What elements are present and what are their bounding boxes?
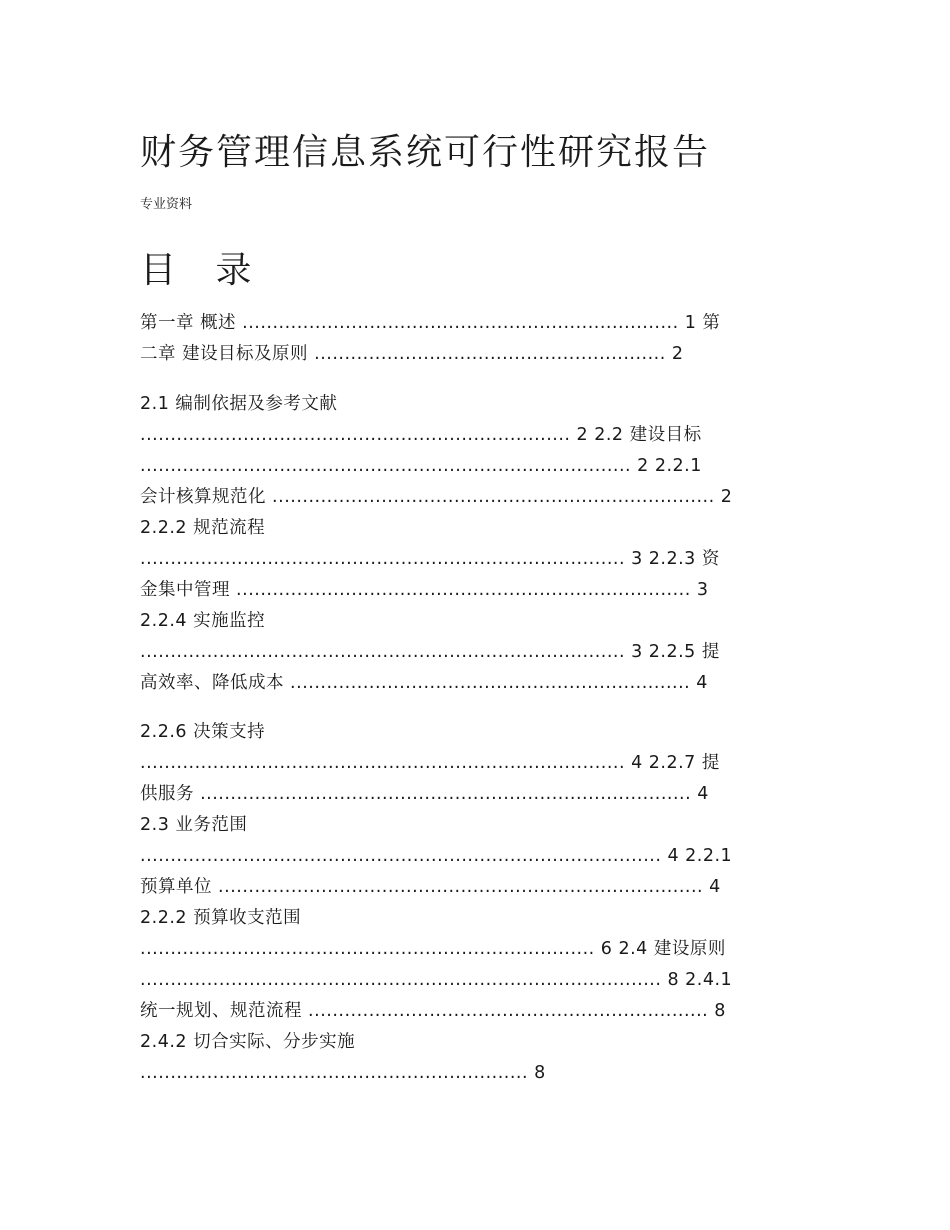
toc-heading: 目 录 [140, 250, 266, 291]
toc-line: 第一章 概述 ........................................................................ 1 第 [140, 313, 721, 333]
toc-line: ................................................................................ 3 2.2.3 资 [140, 549, 720, 569]
toc-line: 2.2.6 决策支持 [140, 722, 266, 742]
document-title: 财务管理信息系统可行性研究报告 [140, 132, 711, 173]
toc-line: ................................................................ 8 [140, 1063, 546, 1083]
toc-line: 二章 建设目标及原则 .......................................................... 2 [140, 344, 684, 364]
toc-line: ...................................................................................... 8 2.4.1 [140, 970, 733, 990]
toc-line: 2.2.2 规范流程 [140, 518, 266, 538]
toc-line: 预算单位 ................................................................................ 4 [140, 877, 721, 897]
toc-line: ................................................................................. 2 2.2.1 [140, 456, 702, 476]
toc-line: ................................................................................ 3 2.2.5 提 [140, 642, 720, 662]
toc-line: 会计核算规范化 ......................................................................... 2 [140, 487, 733, 507]
toc-line: 2.2.4 实施监控 [140, 611, 266, 631]
toc-line: 2.4.2 切合实际、分步实施 [140, 1032, 356, 1052]
toc-line: ...................................................................................... 4 2.2.1 [140, 846, 733, 866]
toc-line: 供服务 ................................................................................. 4 [140, 784, 709, 804]
toc-line: ....................................................................... 2 2.2 建设目标 [140, 425, 702, 445]
toc-line: 统一规划、规范流程 .................................................................. 8 [140, 1001, 726, 1021]
toc-line: 金集中管理 ........................................................................... 3 [140, 580, 709, 600]
toc-line: ................................................................................ 4 2.2.7 提 [140, 753, 720, 773]
toc-line: 2.3 业务范围 [140, 815, 248, 835]
toc-line: ........................................................................... 6 2.4 建设原则 [140, 939, 726, 959]
document-subtitle: 专业资料 [140, 197, 193, 212]
toc-line: 2.1 编制依据及参考文献 [140, 394, 338, 414]
toc-line: 2.2.2 预算收支范围 [140, 908, 302, 928]
toc-line: 高效率、降低成本 .................................................................. 4 [140, 673, 708, 693]
